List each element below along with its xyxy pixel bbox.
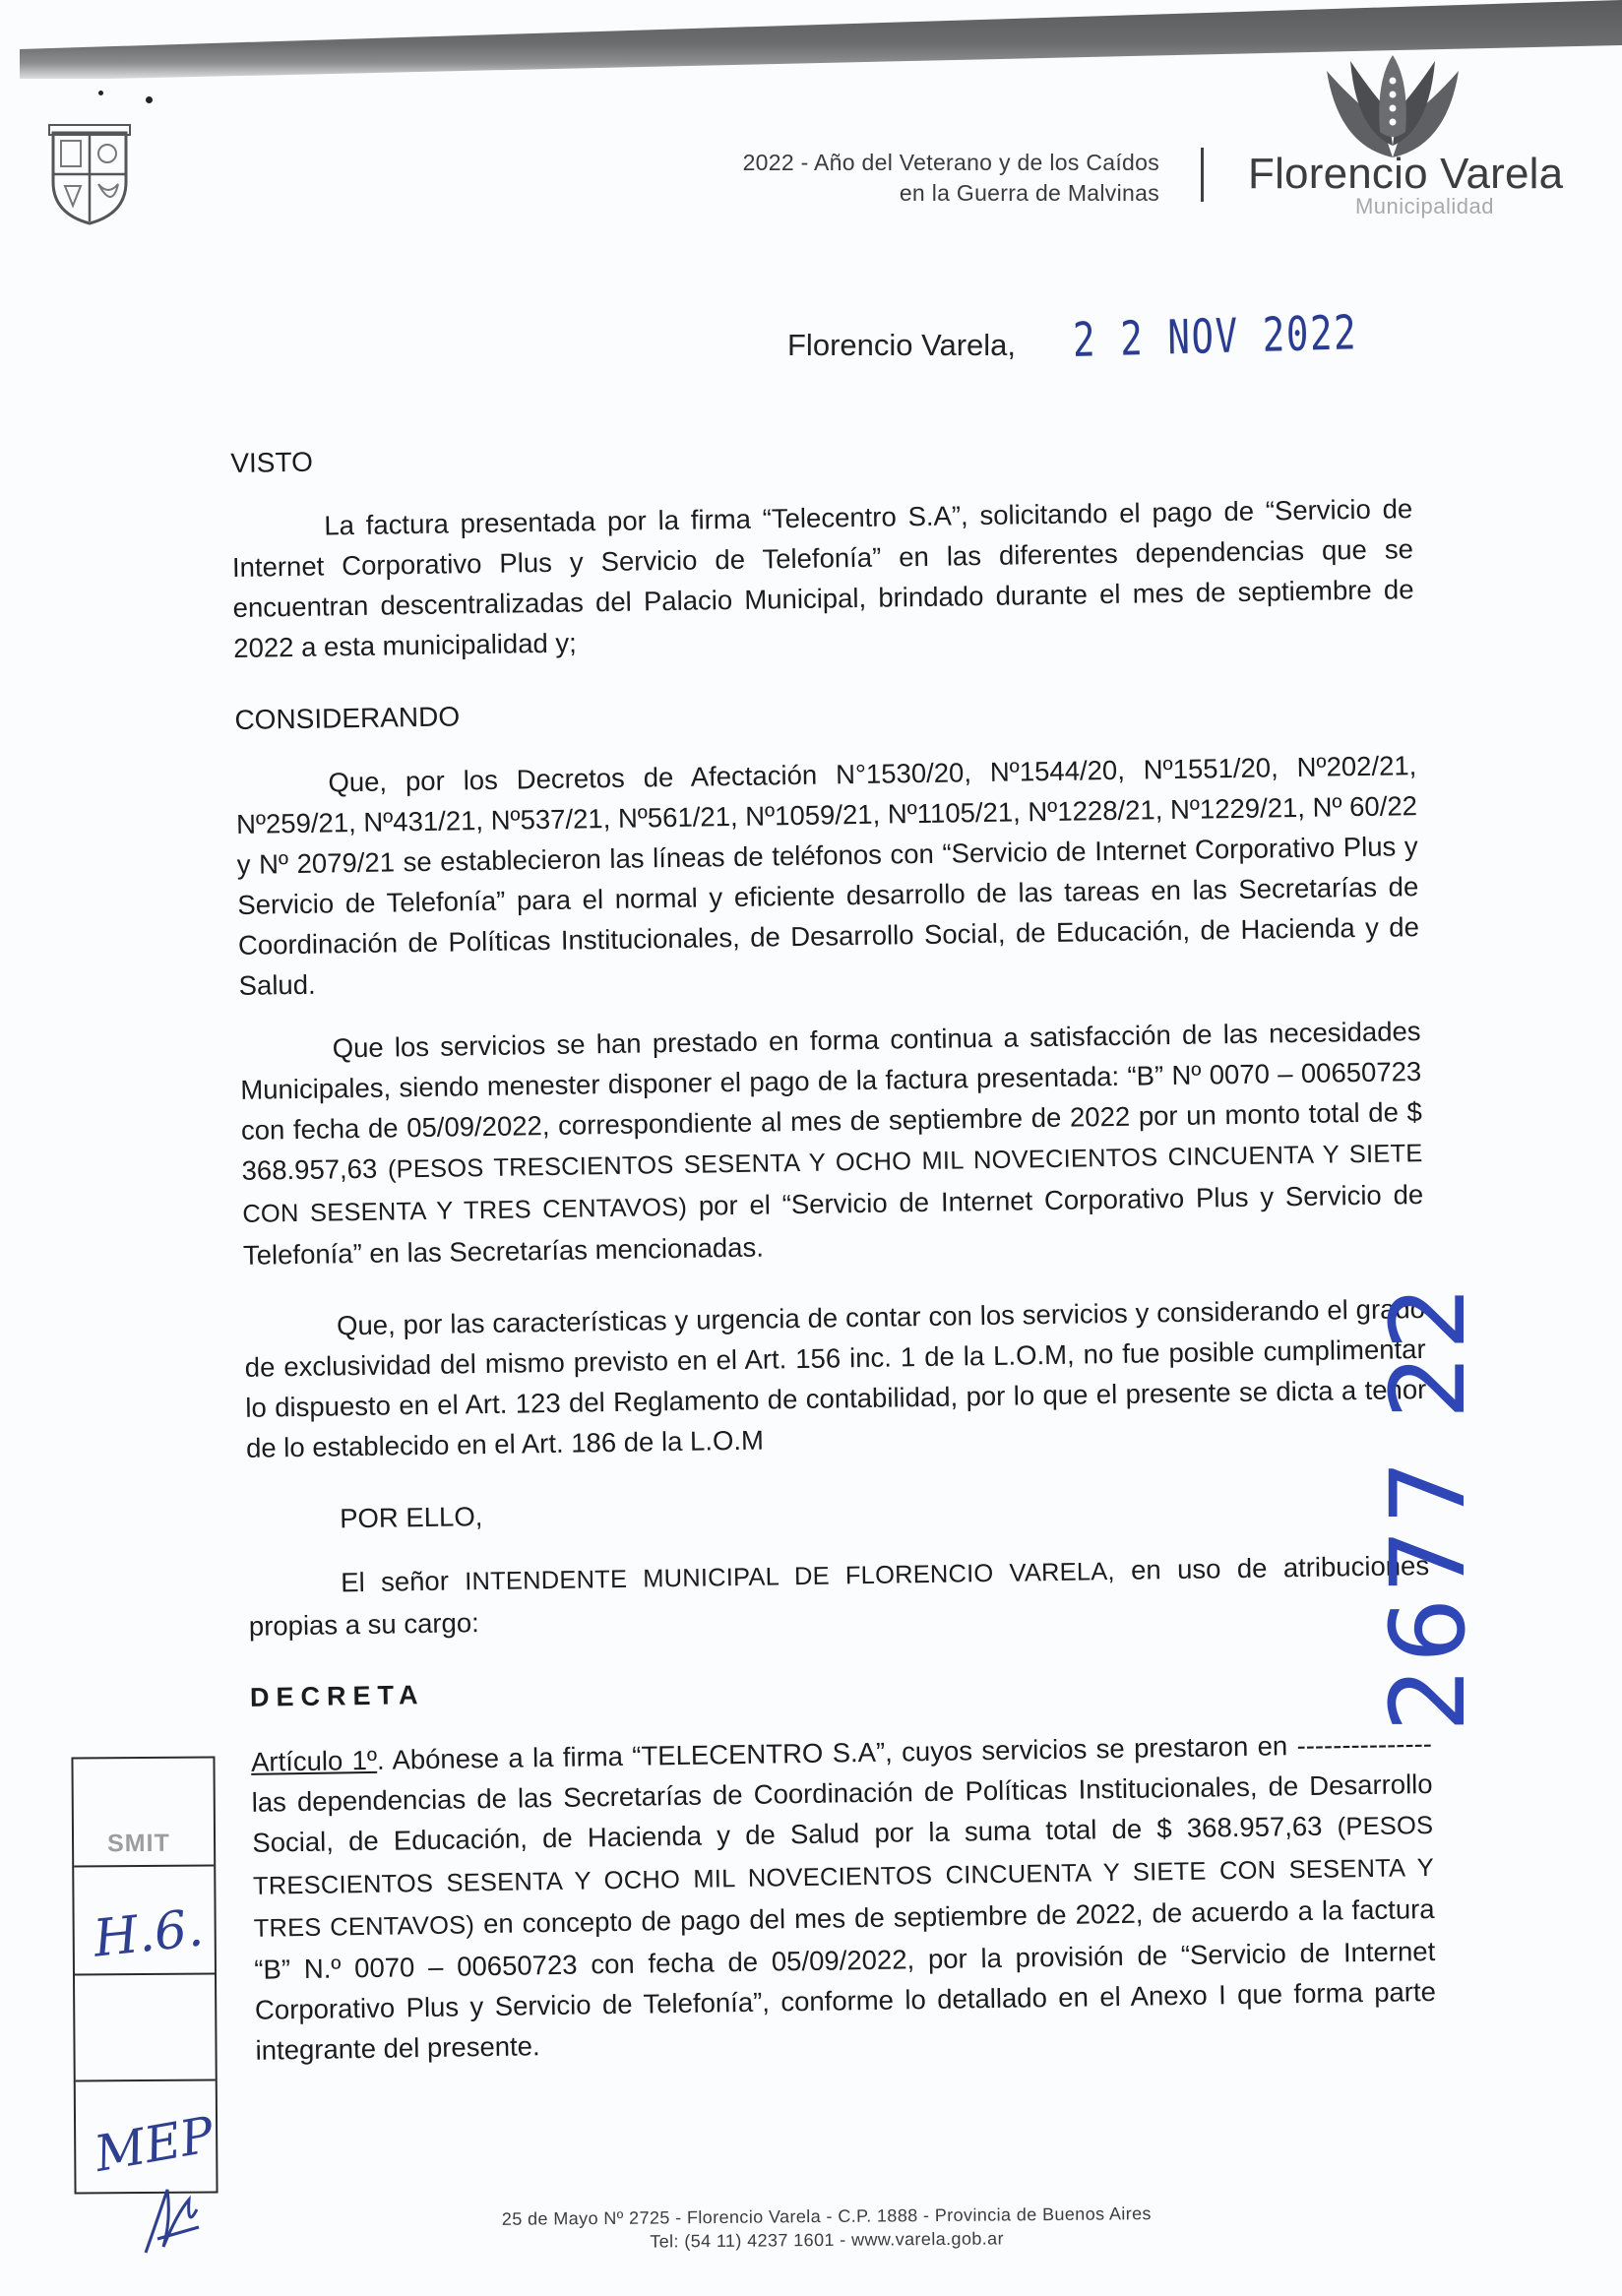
intendente-text-a: El señor [340, 1565, 466, 1598]
considerando-paragraph-2-b: por el “Servicio de Internet Corporativo Plus y Servicio de Telefonía” en las Secretarías mencionadas. [242, 1179, 1424, 1271]
footer-contact: Tel: (54 11) 4237 1601 - www.varela.gob.ar [650, 2228, 1005, 2252]
flower-logo-icon [1319, 51, 1466, 161]
intendente-title: INTENDENTE MUNICIPAL DE FLORENCIO VARELA, [465, 1558, 1115, 1596]
year-motto [608, 148, 1159, 209]
smit-label: SMIT [106, 1829, 170, 1858]
registry-cell [75, 1973, 216, 2082]
decreta-heading: DECRETA [249, 1680, 425, 1712]
municipality-name: Florencio Varela [1248, 150, 1564, 198]
handwritten-initials-1: H.6. [91, 1898, 207, 1969]
articulo-1 [251, 1723, 1437, 2071]
municipality-subtitle: Municipalidad [1354, 194, 1494, 218]
footer [423, 2201, 1230, 2255]
signature-scribble [138, 2170, 217, 2259]
date-place: Florencio Varela, [787, 328, 1017, 362]
amount-in-words: (PESOS TRESCIENTOS SESENTA Y OCHO MIL NOVECIENTOS CINCUENTA Y SIETE CON SESENTA Y TRES CENTAVOS) [242, 1140, 1423, 1228]
considerando-paragraph-1: Que, por los Decretos de Afectación N°1530/20, Nº1544/20, Nº1551/20, Nº202/21, Nº259/21, Nº431/21, Nº537/21, Nº561/21, Nº1059/21, Nº1105/21, Nº1228/21, Nº1229/21, Nº 60/22 y Nº 2079/21 se establecieron las líneas de teléfonos con “Servicio de Internet Corporativo Plus y Servicio de Telefonía” para el normal y eficiente desarrollo de las tareas en las Secretarías de Coordinación de Políticas Institucionales, de Desarrollo Social, de Educación, de Hacienda y de Salud. [235, 750, 1420, 1001]
scan-speck [146, 96, 153, 103]
header-divider [1201, 148, 1204, 202]
year-motto-line-1: 2022 - Año del Veterano y de los Caídos [742, 150, 1159, 175]
date-stamp: 2 2 NOV 2022 [1072, 305, 1358, 368]
considerando-paragraph-2 [239, 1011, 1424, 1275]
articulo-1-title: Artículo 1º [250, 1744, 378, 1777]
considerando-heading: CONSIDERANDO [234, 701, 461, 735]
footer-address: 25 de Mayo Nº 2725 - Florencio Varela - C.P. 1888 - Provincia de Buenos Aires [501, 2203, 1152, 2229]
decree-number: 2677 22 [1368, 1280, 1488, 1732]
scan-speck [98, 91, 103, 95]
considerando-paragraph-3: Que, por las características y urgencia de contar con los servicios y considerando el grado de exclusividad del mismo previsto en el Art. 156 inc. 1 de la L.O.M, no fue posible cumplimentar lo dispuesto en el Art. 123 del Reglamento de contabilidad, por lo que el presente se dicta a tenor de lo establecido en el Art. 186 de la L.O.M [244, 1293, 1427, 1463]
articulo-1-amount-in-words: (PESOS TRESCIENTOS SESENTA Y OCHO MIL NOVECIENTOS CINCUENTA Y SIETE CON SESENTA Y TRES CENTAVOS) [252, 1811, 1435, 1943]
visto-paragraph: La factura presentada por la firma “Telecentro S.A”, solicitando el pago de “Servicio de Internet Corporativo Plus y Servicio de Telefonía” en las diferentes dependencias que se encuentran descentralizadas del Palacio Municipal, brindado durante el mes de septiembre de 2022 a esta municipalidad y; [231, 493, 1414, 663]
coat-of-arms-icon [47, 123, 132, 227]
considerando-paragraph-2-a: Que los servicios se han prestado en forma continua a satisfacción de las necesidades Municipales, siendo menester disponer el pago de la factura presentada: “B” Nº 0070 – 00650723 con fecha de 05/09/2022, correspondiente al mes de septiembre de 2022 por un monto total de $ 368.957,63 [240, 1016, 1423, 1186]
articulo-1-text-b: en concepto de pago del mes de septiembre de 2022, de acuerdo a la factura “B” N.º 0070 – 00650723 con fecha de 05/09/2022, por la provisión de “Servicio de Internet Corporativo Plus y Servicio de Telefonía”, conforme lo detallado en el Anexo I que forma parte integrante del presente. [254, 1893, 1437, 2066]
handwritten-initials-2: MEP [90, 2105, 218, 2184]
visto-heading: VISTO [230, 446, 314, 478]
registry-cell [73, 1759, 214, 1868]
intendente-text-b: en uso de atribuciones propias a su cargo: [248, 1550, 1430, 1642]
por-ello: POR ELLO, [339, 1501, 483, 1534]
decree-body [230, 424, 1437, 2071]
decree-number-stamp [1368, 1279, 1488, 1732]
articulo-1-text-a: . Abónese a la firma “TELECENTRO S.A”, cuyos servicios se prestaron en --------------- las dependencias de las Secretarías de Coordinación de Políticas Institucionales, de Desarrollo Social, de Educación, de Hacienda y de Salud por la suma total de $ 368.957,63 [251, 1727, 1433, 1858]
year-motto-line-2: en la Guerra de Malvinas [899, 180, 1159, 206]
